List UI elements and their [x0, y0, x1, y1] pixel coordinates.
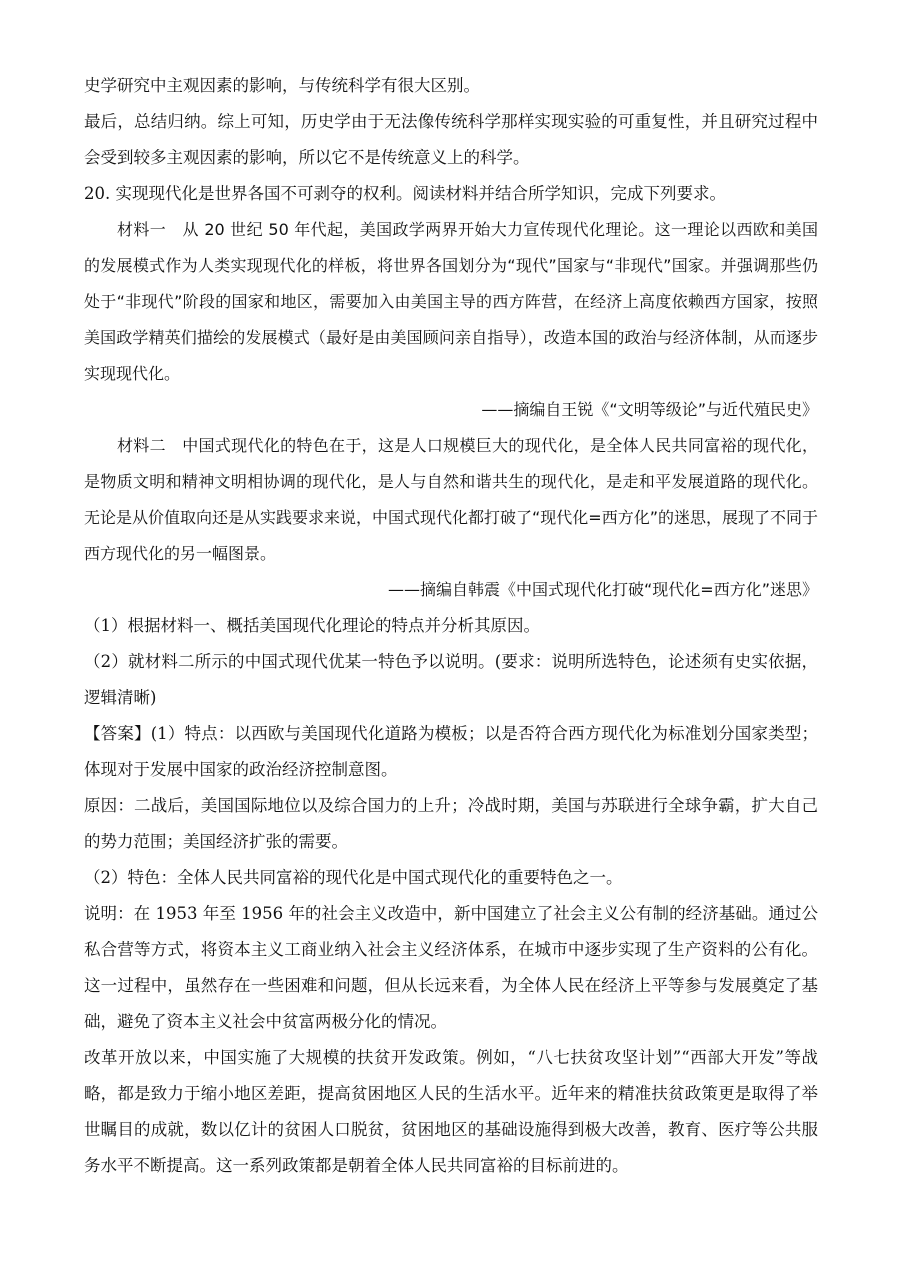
material-two: 材料二 中国式现代化的特色在于，这是人口规模巨大的现代化，是全体人民共同富裕的现代化，是物质文明和精神文明相协调的现代化，是人与自然和谐共生的现代化，是走和平发展道路的现代化。无论是从价值取向还是从实践要求来说，中国式现代化都打破了“现代化=西方化”的迷思，展现了不同于西方现代化的另一幅图景。: [84, 436, 818, 563]
answer-explain-2: 改革开放以来，中国实施了大规模的扶贫开发政策。例如，“八七扶贫攻坚计划”“西部大开发”等战略，都是致力于缩小地区差距，提高贫困地区人民的生活水平。近年来的精准扶贫政策更是取得了举世瞩目的成就，数以亿计的贫困人口脱贫，贫困地区的基础设施得到极大改善，教育、医疗等公共服务水平不断提高。这一系列政策都是朝着全体人民共同富裕的目标前进的。: [84, 1048, 818, 1175]
requirement-2: （2）就材料二所示的中国式现代优某一特色予以说明。(要求：说明所选特色，论述须有史实依据，逻辑清晰): [84, 652, 818, 707]
answer-part-2: （2）特色：全体人民共同富裕的现代化是中国式现代化的重要特色之一。: [84, 868, 623, 887]
answer-explain-1: 说明：在 1953 年至 1956 年的社会主义改造中，新中国建立了社会主义公有制的经济基础。通过公私合营等方式，将资本主义工商业纳入社会主义经济体系，在城市中逐步实现了生产资料的公有化。这一过程中，虽然存在一些困难和问题，但从长远来看，为全体人民在经济上平等参与发展奠定了基础，避免了资本主义社会中贫富两极分化的情况。: [84, 904, 818, 1031]
material-two-source: ——摘编自韩震《中国式现代化打破“现代化=西方化”迷思》: [388, 580, 818, 599]
document-page: [84, 68, 818, 1184]
question-stem: 20. 实现现代化是世界各国不可剥夺的权利。阅读材料并结合所学知识，完成下列要求。: [84, 184, 726, 203]
answer-reason: 原因：二战后，美国国际地位以及综合国力的上升；冷战时期，美国与苏联进行全球争霸，扩大自己的势力范围；美国经济扩张的需要。: [84, 796, 818, 851]
intro-line-1: 史学研究中主观因素的影响，与传统科学有很大区别。: [84, 76, 480, 95]
material-one: 材料一 从 20 世纪 50 年代起，美国政学两界开始大力宣传现代化理论。这一理论以西欧和美国的发展模式作为人类实现现代化的样板，将世界各国划分为“现代”国家与“非现代”国家。并强调那些仍处于“非现代”阶段的国家和地区，需要加入由美国主导的西方阵营，在经济上高度依赖西方国家，按照美国政学精英们描绘的发展模式（最好是由美国顾问亲自指导），改造本国的政治与经济体制，从而逐步实现现代化。: [84, 220, 818, 383]
intro-conclusion: 最后，总结归纳。综上可知，历史学由于无法像传统科学那样实现实验的可重复性，并且研究过程中会受到较多主观因素的影响，所以它不是传统意义上的科学。: [84, 112, 818, 167]
requirement-1: （1）根据材料一、概括美国现代化理论的特点并分析其原因。: [84, 616, 540, 635]
answer-part-1: 【答案】(1）特点：以西欧与美国现代化道路为模板；以是否符合西方现代化为标准划分国家类型；体现对于发展中国家的政治经济控制意图。: [84, 724, 818, 779]
material-one-source: ——摘编自王锐《“文明等级论”与近代殖民史》: [481, 400, 818, 419]
